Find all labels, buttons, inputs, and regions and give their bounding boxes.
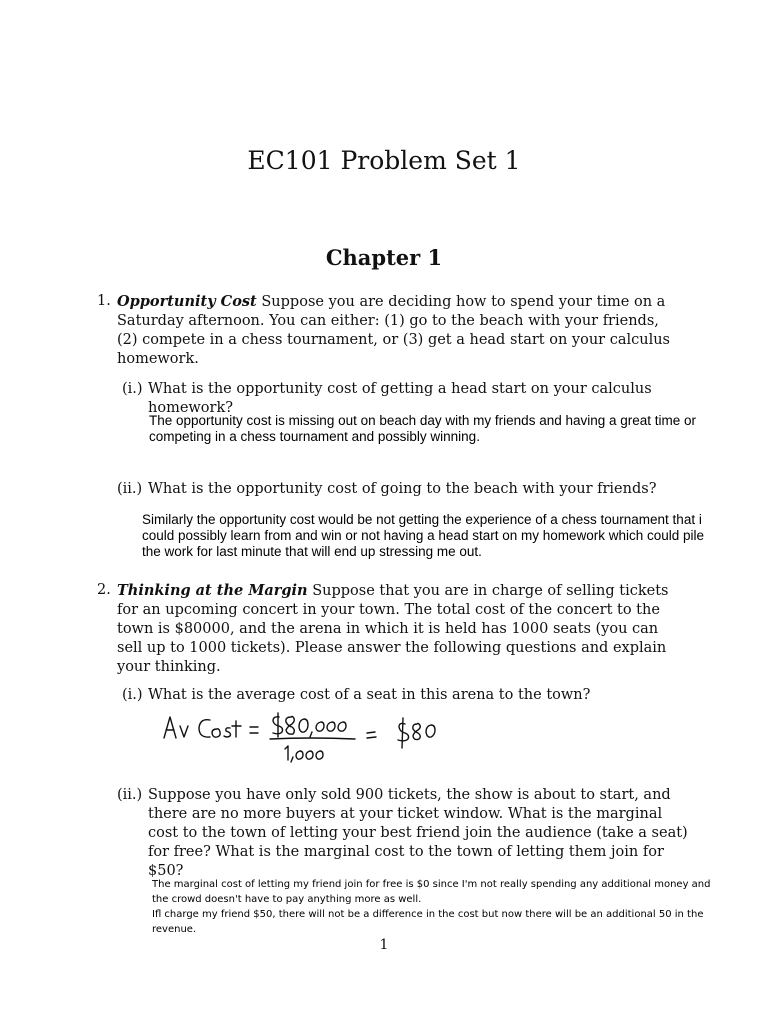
question-1-heading: Opportunity Cost (117, 293, 257, 310)
document-title: EC101 Problem Set 1 (247, 146, 521, 175)
question-2-text: Suppose that you are in charge of selling tickets for an upcoming concert in your town. The total cost of the concert to the town is $80000, and the arena in which it is held has 1000 seats (you can sell up to 1000 tickets). Please answer the following questions and explain your thinking. (117, 583, 669, 675)
q2-sub-ii-answer-line-2: Ifl charge my friend $50, there will not be a difference in the cost but now there will be an additional 50 in the revenue. (152, 909, 704, 935)
question-1-number: 1. (97, 293, 111, 309)
q2-sub-ii-label: (ii.) (117, 787, 143, 803)
question-1-text: Suppose you are deciding how to spend your time on a Saturday afternoon. You can either: (1) go to the beach with your friends, (2) compete in a chess tournament, or (3) get a head start on your calculus homework. (117, 294, 670, 367)
q1-sub-i-label: (i.) (122, 381, 143, 397)
q1-sub-i-question: What is the opportunity cost of getting a head start on your calculus homework? (148, 381, 652, 416)
question-2-number: 2. (97, 582, 111, 598)
q1-sub-ii-question: What is the opportunity cost of going to the beach with your friends? (148, 481, 657, 497)
page-number: 1 (379, 937, 389, 953)
question-2-heading: Thinking at the Margin (117, 582, 308, 599)
question-2-body (117, 581, 683, 677)
q1-sub-ii-answer: Similarly the opportunity cost would be not getting the experience of a chess tournament that i could possibly learn from and win or not having a head start on my homework which could pile the work for last minute that will end up stressing me out. (142, 512, 705, 559)
q2-sub-ii-answer (152, 877, 712, 937)
q2-sub-i-label: (i.) (122, 687, 143, 703)
handwritten-average-cost-answer (150, 708, 470, 768)
question-1-body (117, 292, 683, 369)
chapter-heading: Chapter 1 (325, 245, 443, 270)
q2-sub-i-question: What is the average cost of a seat in this arena to the town? (148, 687, 591, 703)
q2-sub-ii-answer-line-1: The marginal cost of letting my friend join for free is $0 since I'm not really spending any additional money and the crowd doesn't have to pay anything more as well. (152, 879, 711, 905)
q1-sub-i-answer: The opportunity cost is missing out on beach day with my friends and having a great time or competing in a chess tournament and possibly winning. (149, 413, 697, 444)
q1-sub-ii-label: (ii.) (117, 481, 143, 497)
handwritten-answer-drawing (150, 708, 470, 768)
q2-sub-ii-question: Suppose you have only sold 900 tickets, the show is about to start, and there are no more buyers at your ticket window. What is the marginal cost to the town of letting your best friend join the audience (take a seat) for free? What is the marginal cost to the town of letting them join for $50? (148, 787, 688, 879)
